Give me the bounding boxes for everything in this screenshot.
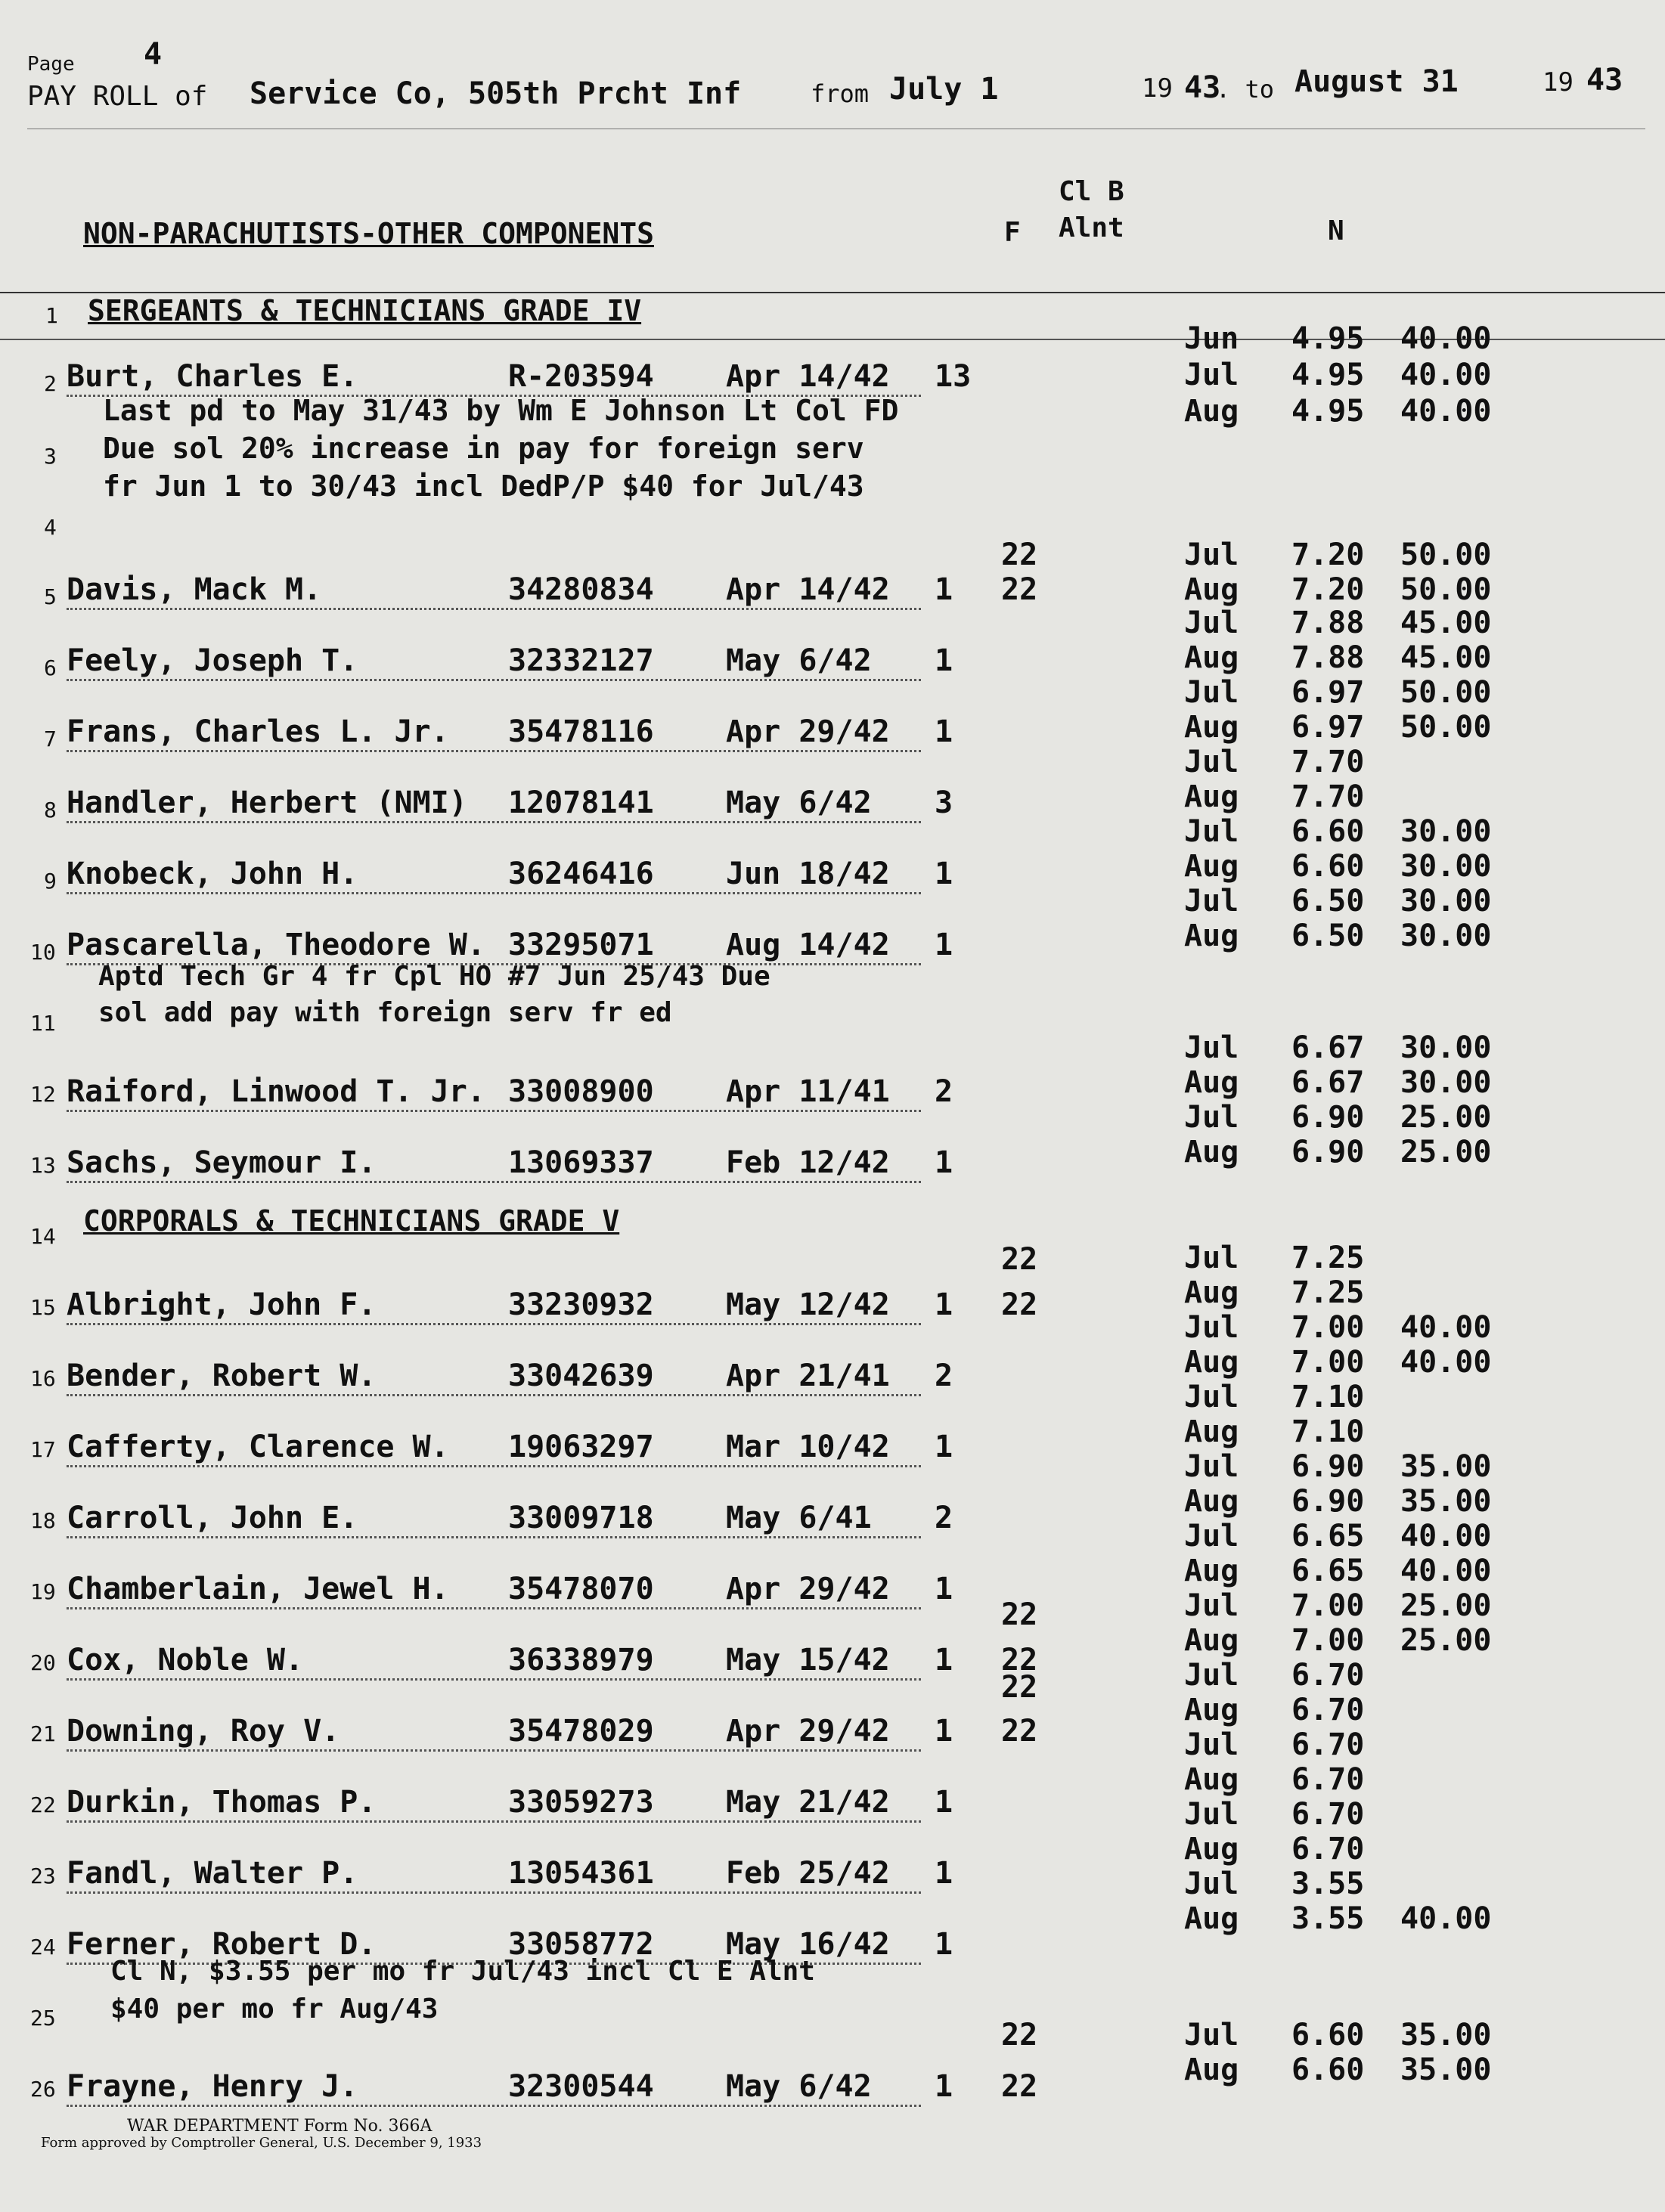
grade-number: 1 <box>935 1287 953 1322</box>
pay-n-amount: 6.90 <box>1291 1135 1365 1170</box>
pay-n-amount: 7.10 <box>1291 1414 1365 1449</box>
note-line: Aptd Tech Gr 4 fr Cpl HO #7 Jun 25/43 Due <box>98 961 770 992</box>
line-number: 8 <box>44 798 57 823</box>
enlistment-date: May 6/42 <box>726 2069 872 2104</box>
pay-month: Jul <box>1184 1727 1239 1762</box>
row-leader-dots <box>67 1607 921 1609</box>
pay-month: Jul <box>1184 358 1239 392</box>
employee-name: Feely, Joseph T. <box>67 643 358 678</box>
grade-number: 2 <box>935 1074 953 1109</box>
grade-number: 1 <box>935 714 953 749</box>
serial-number: 13069337 <box>508 1145 654 1180</box>
employee-name: Fandl, Walter P. <box>67 1856 358 1891</box>
line-number: 6 <box>44 655 57 680</box>
pay-month: Aug <box>1184 1623 1239 1658</box>
employee-name: Chamberlain, Jewel H. <box>67 1572 449 1606</box>
line-number: 3 <box>44 444 57 469</box>
enlistment-date: Apr 29/42 <box>726 1714 890 1749</box>
f-value: 22 <box>1001 1597 1038 1632</box>
line-number: 2 <box>44 371 57 396</box>
pay-month: Jul <box>1184 1588 1239 1623</box>
pay-n-amount: 7.10 <box>1291 1380 1365 1414</box>
pay-month: Jul <box>1184 1241 1239 1275</box>
pay-allotment: 45.00 <box>1400 606 1492 640</box>
pay-month: Aug <box>1184 1484 1239 1519</box>
pay-n-amount: 7.70 <box>1291 745 1365 779</box>
pay-allotment: 40.00 <box>1400 321 1492 356</box>
pay-allotment: 30.00 <box>1400 919 1492 953</box>
pay-n-amount: 6.50 <box>1291 919 1365 953</box>
pay-n-amount: 7.88 <box>1291 606 1365 640</box>
footer-form-line: WAR DEPARTMENT Form No. 366A <box>127 2117 433 2136</box>
enlistment-date: May 16/42 <box>726 1927 890 1962</box>
serial-number: 35478070 <box>508 1572 654 1606</box>
row-leader-dots <box>67 679 921 681</box>
row-leader-dots <box>67 1465 921 1467</box>
pay-n-amount: 6.90 <box>1291 1449 1365 1484</box>
pay-n-amount: 6.67 <box>1291 1030 1365 1065</box>
pay-month: Aug <box>1184 2052 1239 2087</box>
pay-month: Aug <box>1184 394 1239 429</box>
pay-n-amount: 7.20 <box>1291 572 1365 607</box>
line-number: 9 <box>44 869 57 894</box>
f-value: 22 <box>1001 1287 1038 1322</box>
pay-allotment: 30.00 <box>1400 849 1492 884</box>
pay-month: Jul <box>1184 1519 1239 1554</box>
serial-number: 35478029 <box>508 1714 654 1749</box>
row-leader-dots <box>67 608 921 610</box>
enlistment-date: Apr 29/42 <box>726 1572 890 1606</box>
page-label: Page <box>27 53 75 76</box>
line-number: 4 <box>44 515 57 540</box>
pay-month: Aug <box>1184 1832 1239 1867</box>
line-number: 11 <box>30 1011 56 1036</box>
line-number: 26 <box>30 2077 56 2102</box>
pay-month: Jul <box>1184 1380 1239 1414</box>
row-leader-dots <box>67 1678 921 1681</box>
pay-allotment: 50.00 <box>1400 538 1492 572</box>
pay-month: Jul <box>1184 2018 1239 2052</box>
grade-number: 1 <box>935 1643 953 1678</box>
f-value: 22 <box>1001 1714 1038 1749</box>
section-corporals: CORPORALS & TECHNICIANS GRADE V <box>83 1204 620 1238</box>
pay-month: Aug <box>1184 1345 1239 1380</box>
year-1: 43 <box>1184 70 1221 105</box>
pay-n-amount: 7.25 <box>1291 1275 1365 1310</box>
pay-n-amount: 6.65 <box>1291 1554 1365 1588</box>
unit-name: Service Co, 505th Prcht Inf <box>250 76 742 111</box>
grade-number: 13 <box>935 359 972 394</box>
pay-allotment: 50.00 <box>1400 710 1492 745</box>
row-leader-dots <box>67 1749 921 1752</box>
serial-number: 33008900 <box>508 1074 654 1109</box>
line-number: 5 <box>44 584 57 609</box>
line-number: 1 <box>45 303 58 328</box>
enlistment-date: Apr 11/41 <box>726 1074 890 1109</box>
pay-n-amount: 7.25 <box>1291 1241 1365 1275</box>
line-number: 25 <box>30 2006 56 2031</box>
page-number: 4 <box>144 37 163 72</box>
grade-number: 1 <box>935 1430 953 1464</box>
pay-month: Aug <box>1184 919 1239 953</box>
line-number: 12 <box>30 1082 56 1107</box>
pay-n-amount: 4.95 <box>1291 321 1365 356</box>
pay-month: Jul <box>1184 675 1239 710</box>
pay-n-amount: 7.70 <box>1291 779 1365 814</box>
line-number: 18 <box>30 1508 56 1533</box>
section-non-parachutists: NON-PARACHUTISTS-OTHER COMPONENTS <box>83 217 654 250</box>
serial-number: 19063297 <box>508 1430 654 1464</box>
pay-month: Aug <box>1184 640 1239 675</box>
pay-n-amount: 6.70 <box>1291 1832 1365 1867</box>
pay-allotment: 30.00 <box>1400 1065 1492 1100</box>
grade-number: 1 <box>935 1856 953 1891</box>
line-number: 10 <box>30 940 56 965</box>
serial-number: 34280834 <box>508 572 654 607</box>
row-leader-dots <box>67 1536 921 1538</box>
note-line: Cl N, $3.55 per mo fr Jul/43 incl Cl E Alnt <box>110 1956 815 1987</box>
pay-month: Jul <box>1184 606 1239 640</box>
grade-number: 1 <box>935 1145 953 1180</box>
serial-number: 36246416 <box>508 857 654 891</box>
grade-number: 1 <box>935 1714 953 1749</box>
line-number: 16 <box>30 1366 56 1391</box>
f-value: 22 <box>1001 538 1038 572</box>
enlistment-date: May 6/42 <box>726 785 872 820</box>
pay-month: Jul <box>1184 1449 1239 1484</box>
pay-n-amount: 6.70 <box>1291 1797 1365 1832</box>
line-number: 22 <box>30 1792 56 1817</box>
pay-n-amount: 7.00 <box>1291 1623 1365 1658</box>
grade-number: 3 <box>935 785 953 820</box>
line-number: 23 <box>30 1863 56 1888</box>
pay-month: Jul <box>1184 1030 1239 1065</box>
from-date: July 1 <box>889 72 999 107</box>
pay-n-amount: 3.55 <box>1291 1867 1365 1901</box>
pay-allotment: 30.00 <box>1400 1030 1492 1065</box>
pay-month: Aug <box>1184 572 1239 607</box>
employee-name: Cox, Noble W. <box>67 1643 304 1678</box>
pay-month: Aug <box>1184 1901 1239 1936</box>
grade-number: 1 <box>935 928 953 962</box>
pay-allotment: 35.00 <box>1400 1484 1492 1519</box>
enlistment-date: May 6/41 <box>726 1501 872 1535</box>
grade-number: 1 <box>935 1572 953 1606</box>
pay-allotment: 50.00 <box>1400 572 1492 607</box>
pay-month: Jun <box>1184 321 1239 356</box>
pay-n-amount: 6.70 <box>1291 1693 1365 1727</box>
pay-n-amount: 6.60 <box>1291 814 1365 849</box>
pay-n-amount: 6.67 <box>1291 1065 1365 1100</box>
pay-n-amount: 6.90 <box>1291 1484 1365 1519</box>
enlistment-date: Apr 29/42 <box>726 714 890 749</box>
pay-n-amount: 3.55 <box>1291 1901 1365 1936</box>
serial-number: 33059273 <box>508 1785 654 1820</box>
serial-number: 33295071 <box>508 928 654 962</box>
pay-month: Aug <box>1184 1762 1239 1797</box>
employee-name: Davis, Mack M. <box>67 572 322 607</box>
pay-n-amount: 4.95 <box>1291 394 1365 429</box>
grade-number: 1 <box>935 643 953 678</box>
employee-name: Albright, John F. <box>67 1287 377 1322</box>
serial-number: 33058772 <box>508 1927 654 1962</box>
line-number: 21 <box>30 1721 56 1746</box>
pay-allotment: 45.00 <box>1400 640 1492 675</box>
pay-month: Aug <box>1184 1414 1239 1449</box>
serial-number: 32332127 <box>508 643 654 678</box>
f-value: 22 <box>1001 2069 1038 2104</box>
line-number: 7 <box>44 726 57 751</box>
pay-n-amount: 6.97 <box>1291 710 1365 745</box>
pay-month: Jul <box>1184 1658 1239 1693</box>
pay-month: Jul <box>1184 745 1239 779</box>
grade-number: 2 <box>935 1358 953 1393</box>
footer-approval-line: Form approved by Comptroller General, U.S. December 9, 1933 <box>41 2135 482 2151</box>
enlistment-date: May 6/42 <box>726 643 872 678</box>
enlistment-date: Jun 18/42 <box>726 857 890 891</box>
pay-allotment: 40.00 <box>1400 1519 1492 1554</box>
pay-allotment: 25.00 <box>1400 1588 1492 1623</box>
pay-n-amount: 6.60 <box>1291 2018 1365 2052</box>
pay-allotment: 40.00 <box>1400 358 1492 392</box>
pay-n-amount: 6.60 <box>1291 849 1365 884</box>
row-leader-dots <box>67 750 921 752</box>
row-leader-dots <box>67 1891 921 1894</box>
year-prefix-2: 19 <box>1543 67 1574 98</box>
enlistment-date: Mar 10/42 <box>726 1430 890 1464</box>
serial-number: 33042639 <box>508 1358 654 1393</box>
pay-month: Aug <box>1184 849 1239 884</box>
line-number: 14 <box>30 1224 56 1249</box>
pay-n-amount: 6.65 <box>1291 1519 1365 1554</box>
pay-month: Aug <box>1184 1065 1239 1100</box>
year-2: 43 <box>1586 63 1623 98</box>
pay-n-amount: 7.00 <box>1291 1345 1365 1380</box>
row-leader-dots <box>67 1820 921 1823</box>
employee-name: Handler, Herbert (NMI) <box>67 785 467 820</box>
employee-name: Burt, Charles E. <box>67 359 358 394</box>
employee-name: Carroll, John E. <box>67 1501 358 1535</box>
pay-allotment: 40.00 <box>1400 1901 1492 1936</box>
row-leader-dots <box>67 1181 921 1183</box>
enlistment-date: May 12/42 <box>726 1287 890 1322</box>
note-line: fr Jun 1 to 30/43 incl DedP/P $40 for Jul/43 <box>103 469 864 503</box>
row-leader-dots <box>67 2105 921 2107</box>
enlistment-date: Feb 25/42 <box>726 1856 890 1891</box>
pay-n-amount: 6.60 <box>1291 2052 1365 2087</box>
enlistment-date: Aug 14/42 <box>726 928 890 962</box>
pay-month: Jul <box>1184 1100 1239 1135</box>
pay-allotment: 30.00 <box>1400 884 1492 919</box>
pay-n-amount: 6.50 <box>1291 884 1365 919</box>
pay-month: Aug <box>1184 779 1239 814</box>
col-f: F <box>1004 217 1021 248</box>
pay-n-amount: 4.95 <box>1291 358 1365 392</box>
to-label: . to <box>1216 75 1275 104</box>
row-leader-dots <box>67 892 921 894</box>
pay-n-amount: 6.70 <box>1291 1727 1365 1762</box>
employee-name: Frans, Charles L. Jr. <box>67 714 449 749</box>
pay-allotment: 35.00 <box>1400 2018 1492 2052</box>
grade-number: 1 <box>935 2069 953 2104</box>
pay-allotment: 50.00 <box>1400 675 1492 710</box>
pay-n-amount: 7.20 <box>1291 538 1365 572</box>
enlistment-date: May 15/42 <box>726 1643 890 1678</box>
note-line: $40 per mo fr Aug/43 <box>110 1994 439 2025</box>
pay-month: Aug <box>1184 710 1239 745</box>
pay-month: Jul <box>1184 1797 1239 1832</box>
pay-month: Jul <box>1184 1867 1239 1901</box>
pay-allotment: 25.00 <box>1400 1100 1492 1135</box>
row-leader-dots <box>67 1323 921 1325</box>
employee-name: Knobeck, John H. <box>67 857 358 891</box>
to-date: August 31 <box>1294 64 1459 99</box>
f-value: 22 <box>1001 1643 1038 1678</box>
line-number: 20 <box>30 1650 56 1675</box>
line-number: 15 <box>30 1295 56 1320</box>
note-line: Last pd to May 31/43 by Wm E Johnson Lt Col FD <box>103 394 899 427</box>
enlistment-date: Apr 14/42 <box>726 572 890 607</box>
employee-name: Bender, Robert W. <box>67 1358 377 1393</box>
pay-month: Aug <box>1184 1693 1239 1727</box>
enlistment-date: Apr 14/42 <box>726 359 890 394</box>
from-label: from <box>811 79 870 108</box>
col-alnt: Alnt <box>1059 212 1124 243</box>
line-number: 13 <box>30 1153 56 1178</box>
serial-number: 12078141 <box>508 785 654 820</box>
pay-n-amount: 7.00 <box>1291 1588 1365 1623</box>
pay-month: Aug <box>1184 1135 1239 1170</box>
section-rule-top <box>0 292 1665 293</box>
employee-name: Frayne, Henry J. <box>67 2069 358 2104</box>
pay-month: Jul <box>1184 814 1239 849</box>
pay-allotment: 30.00 <box>1400 814 1492 849</box>
pay-allotment: 35.00 <box>1400 1449 1492 1484</box>
pay-n-amount: 6.70 <box>1291 1658 1365 1693</box>
pay-allotment: 40.00 <box>1400 394 1492 429</box>
payroll-label: PAY ROLL of <box>27 81 208 112</box>
grade-number: 2 <box>935 1501 953 1535</box>
line-number: 24 <box>30 1935 56 1960</box>
pay-allotment: 40.00 <box>1400 1554 1492 1588</box>
note-line: sol add pay with foreign serv fr ed <box>98 997 672 1028</box>
employee-name: Durkin, Thomas P. <box>67 1785 377 1820</box>
employee-name: Cafferty, Clarence W. <box>67 1430 449 1464</box>
line-number: 17 <box>30 1437 56 1462</box>
serial-number: 33230932 <box>508 1287 654 1322</box>
grade-number: 1 <box>935 857 953 891</box>
enlistment-date: Apr 21/41 <box>726 1358 890 1393</box>
f-value: 22 <box>1001 1670 1038 1705</box>
pay-allotment: 35.00 <box>1400 2052 1492 2087</box>
employee-name: Ferner, Robert D. <box>67 1927 377 1962</box>
serial-number: 36338979 <box>508 1643 654 1678</box>
pay-n-amount: 6.90 <box>1291 1100 1365 1135</box>
row-leader-dots <box>67 1110 921 1112</box>
col-cl-b: Cl B <box>1059 176 1124 207</box>
row-leader-dots <box>67 821 921 823</box>
pay-month: Aug <box>1184 1275 1239 1310</box>
pay-month: Jul <box>1184 538 1239 572</box>
pay-n-amount: 7.88 <box>1291 640 1365 675</box>
serial-number: 33009718 <box>508 1501 654 1535</box>
pay-allotment: 25.00 <box>1400 1135 1492 1170</box>
pay-n-amount: 6.70 <box>1291 1762 1365 1797</box>
employee-name: Sachs, Seymour I. <box>67 1145 377 1180</box>
grade-number: 1 <box>935 1785 953 1820</box>
section-sergeants: SERGEANTS & TECHNICIANS GRADE IV <box>88 294 642 327</box>
row-leader-dots <box>67 1394 921 1396</box>
pay-allotment: 40.00 <box>1400 1310 1492 1345</box>
f-value: 22 <box>1001 1242 1038 1277</box>
grade-number: 1 <box>935 572 953 607</box>
note-line: Due sol 20% increase in pay for foreign serv <box>103 432 864 465</box>
line-number: 19 <box>30 1579 56 1604</box>
pay-n-amount: 6.97 <box>1291 675 1365 710</box>
employee-name: Raiford, Linwood T. Jr. <box>67 1074 485 1109</box>
pay-month: Jul <box>1184 884 1239 919</box>
employee-name: Downing, Roy V. <box>67 1714 340 1749</box>
serial-number: 13054361 <box>508 1856 654 1891</box>
pay-n-amount: 7.00 <box>1291 1310 1365 1345</box>
f-value: 22 <box>1001 2018 1038 2052</box>
pay-month: Jul <box>1184 1310 1239 1345</box>
serial-number: 32300544 <box>508 2069 654 2104</box>
grade-number: 1 <box>935 1927 953 1962</box>
year-prefix-1: 19 <box>1142 73 1173 104</box>
f-value: 22 <box>1001 572 1038 607</box>
pay-allotment: 25.00 <box>1400 1623 1492 1658</box>
employee-name: Pascarella, Theodore W. <box>67 928 485 962</box>
col-n: N <box>1328 215 1344 246</box>
pay-allotment: 40.00 <box>1400 1345 1492 1380</box>
pay-month: Aug <box>1184 1554 1239 1588</box>
serial-number: 35478116 <box>508 714 654 749</box>
enlistment-date: May 21/42 <box>726 1785 890 1820</box>
serial-number: R-203594 <box>508 359 654 394</box>
enlistment-date: Feb 12/42 <box>726 1145 890 1180</box>
